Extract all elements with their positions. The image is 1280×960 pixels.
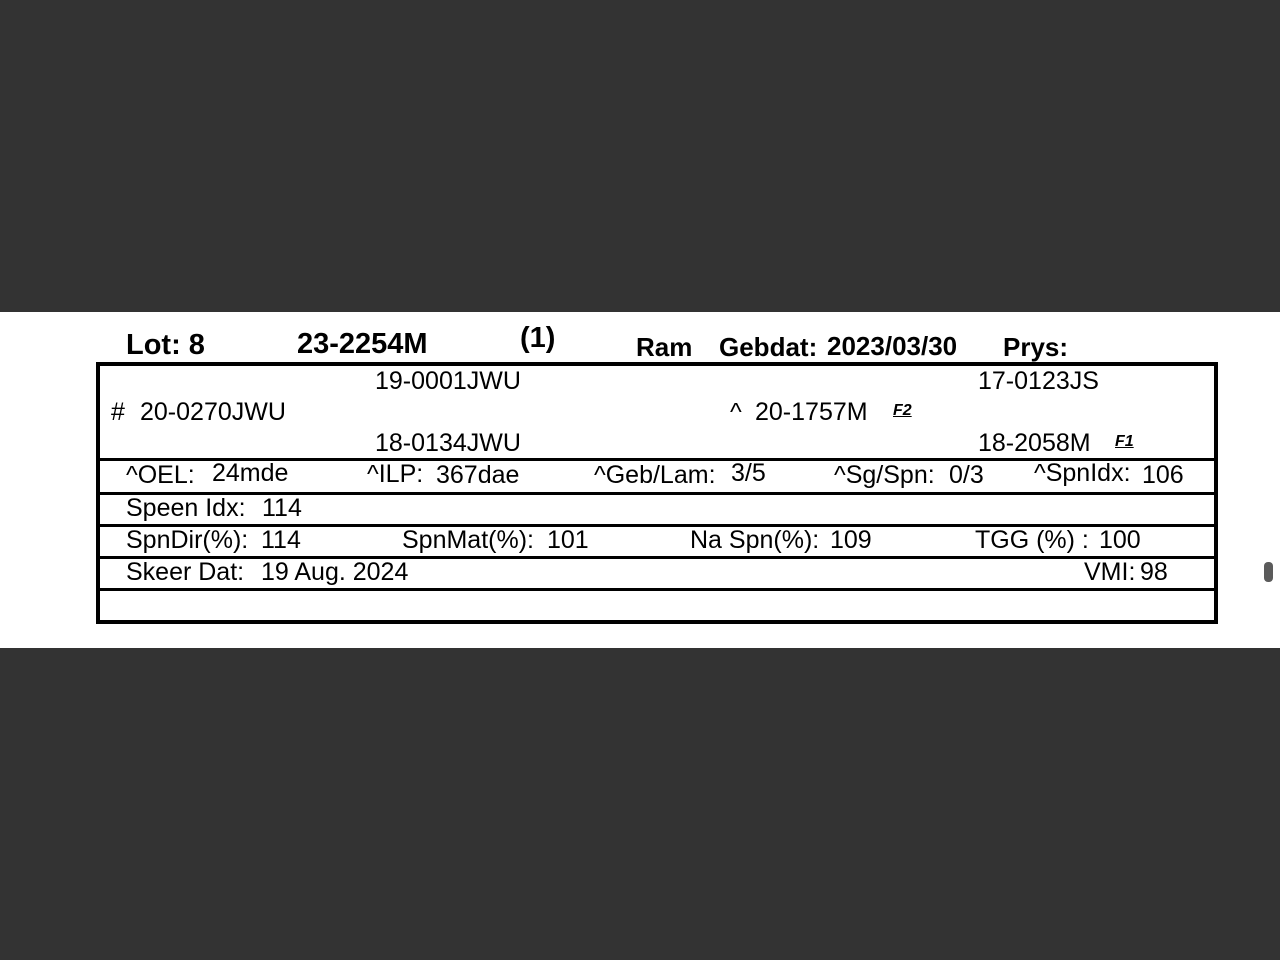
vmi-label: VMI: [1084,558,1136,586]
vmi-value: 98 [1140,558,1168,586]
shearing-date-label: Skeer Dat: [126,558,245,586]
ilp-label: ^ILP: [367,460,424,488]
shearing-date-value: 19 Aug. 2024 [261,558,409,586]
sire-marker: # [111,398,125,426]
spn-mat-label: SpnMat(%): [402,526,534,554]
dam-dam-generation-badge: F1 [1115,433,1134,450]
oel-value: 24mde [212,459,289,487]
spn-idx-label: ^SpnIdx: [1034,459,1131,487]
animal-number: (1) [520,322,556,354]
na-spn-label: Na Spn(%): [690,526,820,554]
oel-label: ^OEL: [126,461,195,489]
row-divider [100,588,1214,591]
sire-dam: 18-0134JWU [375,429,521,457]
tgg-value: 100 [1099,526,1141,554]
geb-lam-value: 3/5 [731,459,766,487]
speen-idx-label: Speen Idx: [126,494,246,522]
birthdate-label: Gebdat: [719,332,818,362]
spn-dir-value: 114 [261,526,301,554]
document-page [0,312,1280,648]
sg-spn-label: ^Sg/Spn: [834,461,935,489]
dam-dam: 18-2058M [978,429,1091,457]
dam-sire: 17-0123JS [978,367,1099,395]
tgg-label: TGG (%) : [975,526,1089,554]
price-label: Prys: [1003,332,1069,362]
spn-mat-value: 101 [547,526,589,554]
sire-id: 20-0270JWU [140,398,286,426]
birthdate-value: 2023/03/30 [827,331,958,361]
speen-idx-value: 114 [262,494,302,522]
lot-label: Lot: 8 [126,329,205,361]
dam-id: 20-1757M [755,398,868,426]
sg-spn-value: 0/3 [949,461,984,489]
animal-id: 23-2254M [297,328,428,360]
dam-marker: ^ [730,398,742,426]
vertical-scrollbar-thumb[interactable] [1264,562,1273,582]
animal-type: Ram [636,332,693,362]
dam-generation-badge: F2 [893,402,912,419]
na-spn-value: 109 [830,526,872,554]
ilp-value: 367dae [436,461,520,489]
sire-sire: 19-0001JWU [375,367,521,395]
spn-idx-value: 106 [1142,461,1184,489]
spn-dir-label: SpnDir(%): [126,526,249,554]
geb-lam-label: ^Geb/Lam: [594,461,716,489]
